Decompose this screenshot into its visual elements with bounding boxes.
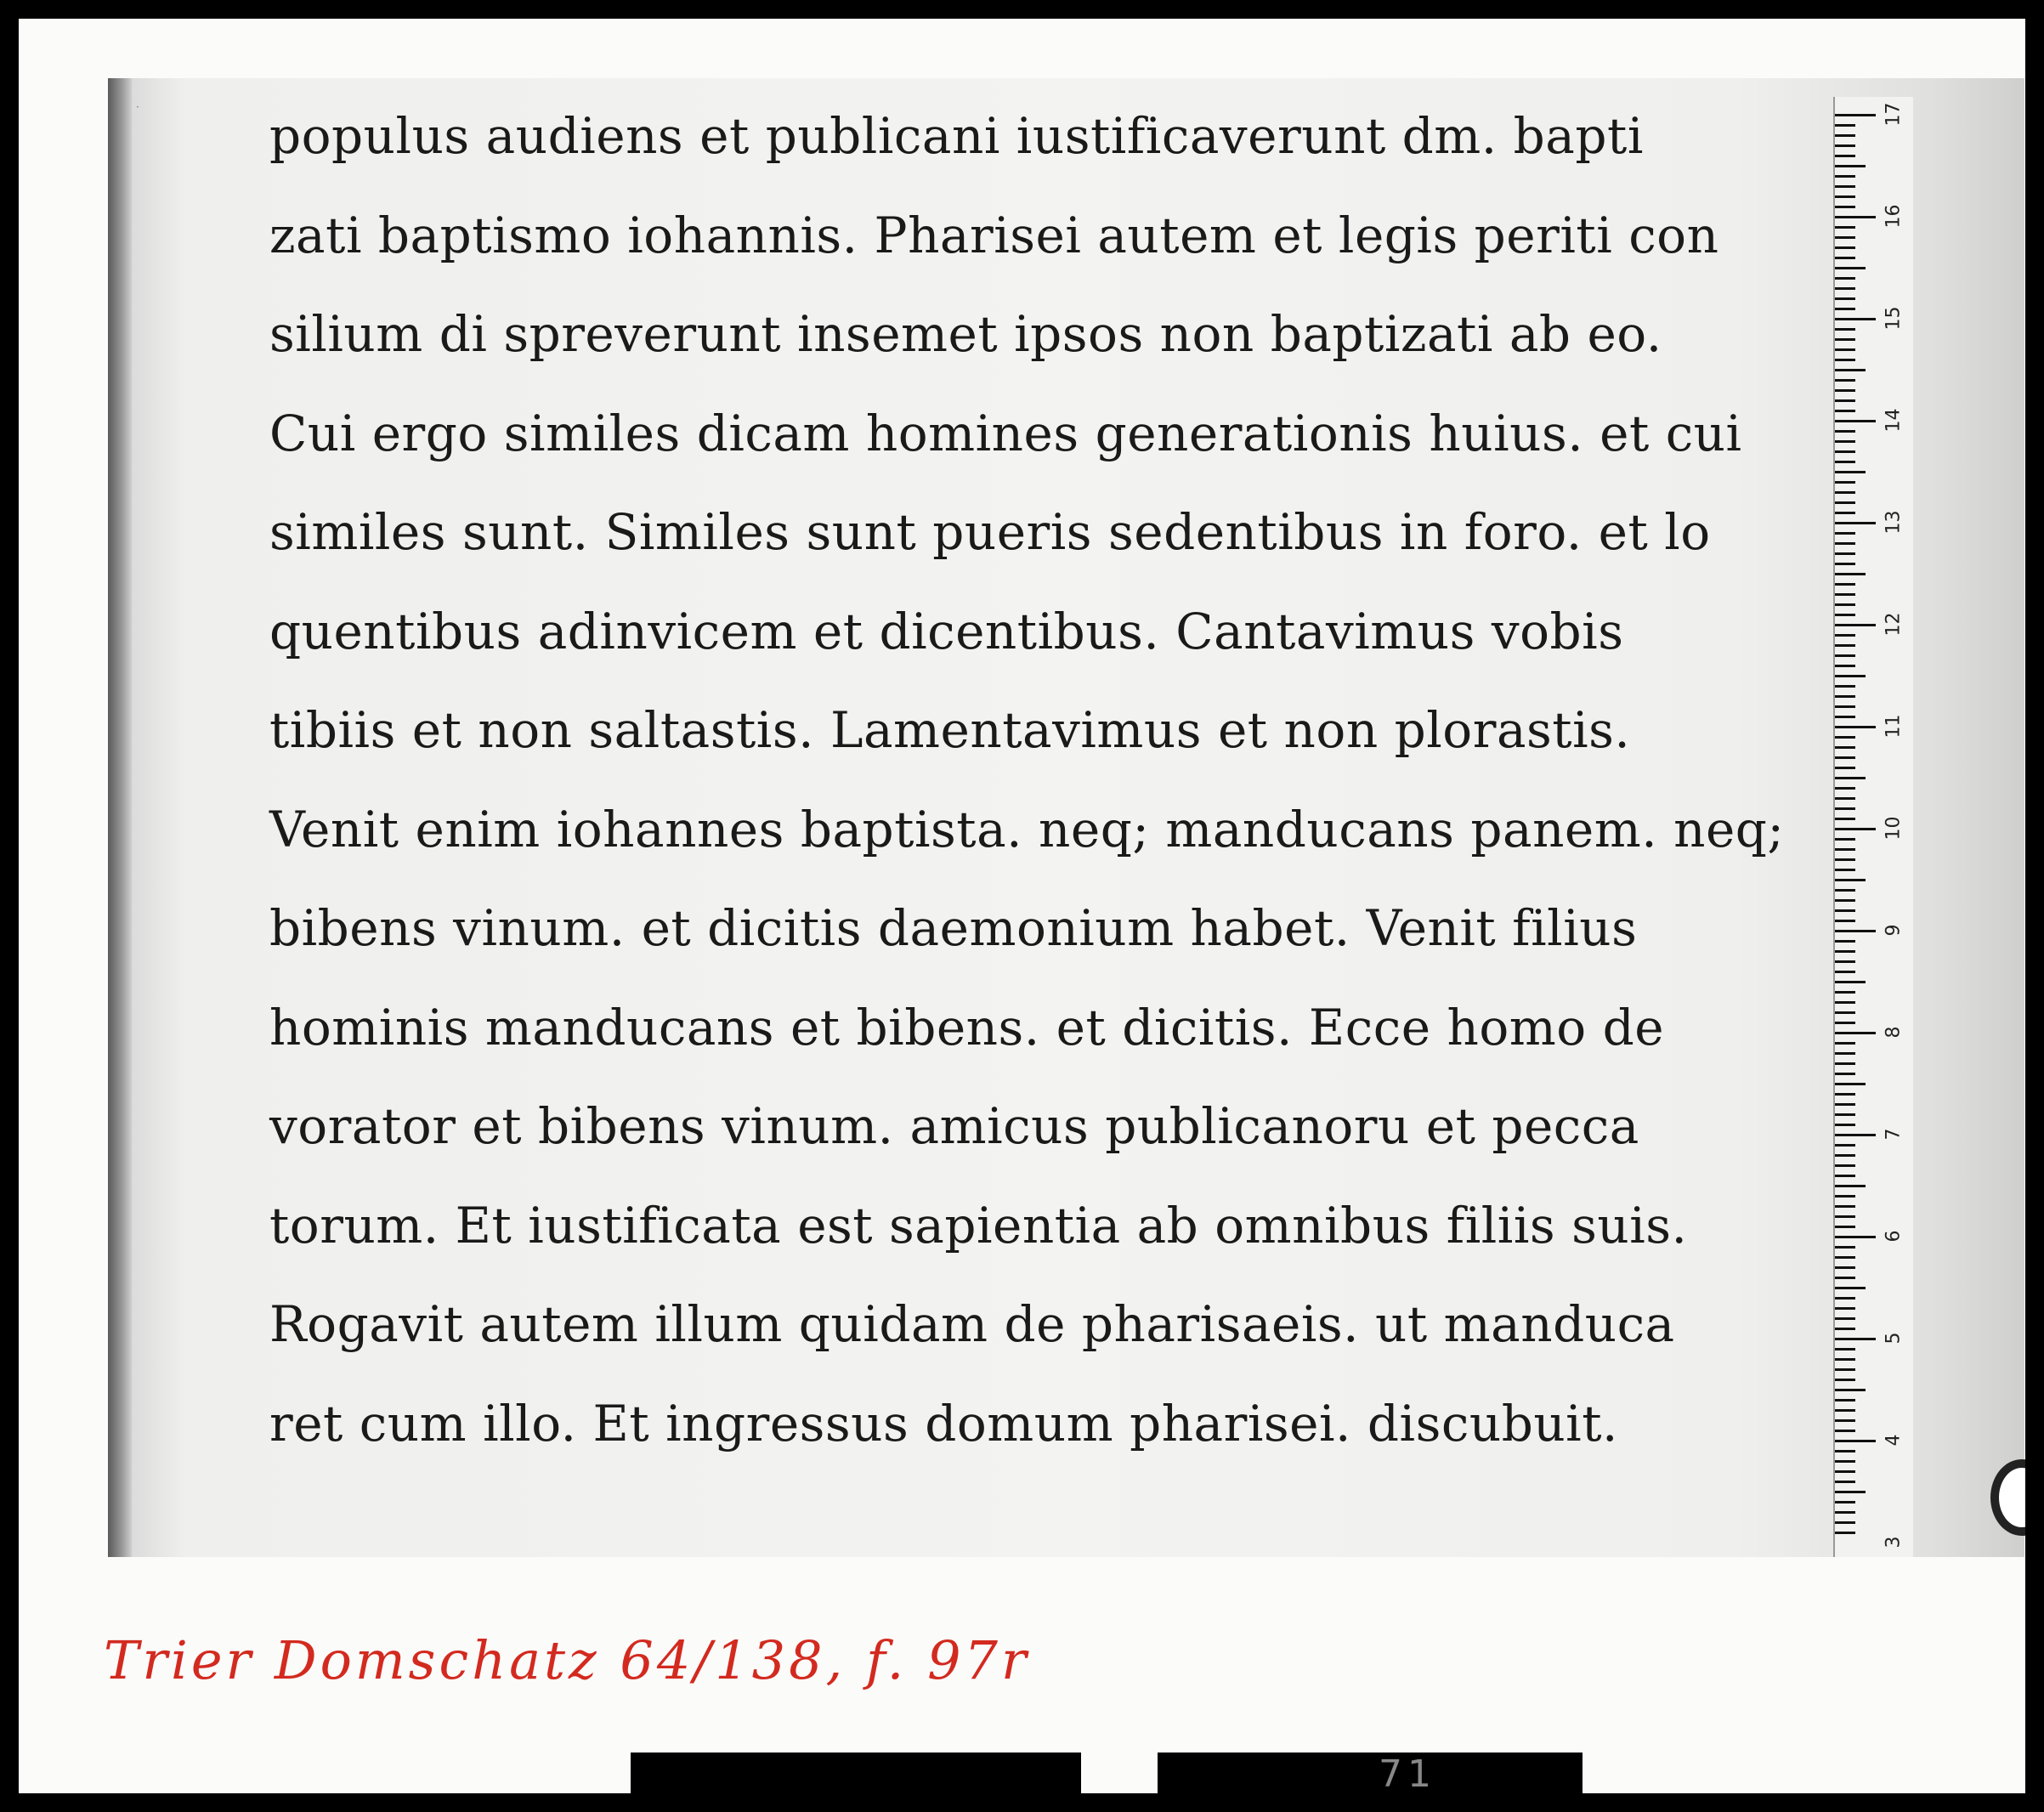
ruler-tick — [1835, 930, 1876, 932]
ruler-tick — [1835, 1195, 1855, 1198]
ruler-number: 12 — [1883, 612, 1905, 637]
manuscript-line: vorator et bibens vinum. amicus publicanoru et pecca — [269, 1097, 1639, 1155]
ruler-tick — [1835, 389, 1855, 392]
ruler-tick — [1835, 950, 1855, 953]
ruler-tick — [1835, 1083, 1866, 1085]
ruler-tick — [1835, 195, 1855, 198]
measuring-ruler — [1833, 97, 1913, 1557]
manuscript-line: bibens vinum. et dicitis daemonium habet. Venit filius — [269, 899, 1638, 957]
ruler-tick — [1835, 267, 1866, 269]
ruler-tick — [1835, 1399, 1855, 1401]
ruler-tick — [1835, 920, 1855, 922]
ruler-tick — [1835, 1491, 1866, 1493]
ruler-tick — [1835, 726, 1876, 728]
ruler-tick — [1835, 716, 1855, 718]
ruler-number: 3 — [1883, 1536, 1905, 1549]
ruler-tick — [1835, 1175, 1855, 1177]
ruler-tick — [1835, 1001, 1855, 1004]
ruler-tick — [1835, 858, 1855, 861]
ruler-tick — [1835, 359, 1855, 361]
ruler-tick — [1835, 1062, 1855, 1065]
ruler-tick — [1835, 1236, 1876, 1238]
photo-frame — [19, 19, 2025, 1793]
ruler-tick — [1835, 1032, 1876, 1034]
ruler-tick — [1835, 889, 1855, 892]
ruler-tick — [1835, 1266, 1855, 1269]
ruler-tick — [1835, 552, 1855, 555]
ruler-tick — [1835, 491, 1855, 494]
ruler-tick — [1835, 1521, 1855, 1524]
ruler-tick — [1835, 165, 1866, 167]
ruler-number: 13 — [1883, 510, 1905, 535]
ruler-tick — [1835, 308, 1855, 310]
ruler-tick — [1835, 1287, 1866, 1289]
ruler-tick — [1835, 1450, 1855, 1452]
ruler-tick — [1835, 420, 1876, 422]
ruler-tick — [1835, 461, 1855, 463]
ruler-tick — [1835, 1113, 1855, 1116]
ruler-tick — [1835, 348, 1855, 351]
ruler-tick — [1835, 899, 1855, 902]
ruler-tick — [1835, 1215, 1855, 1218]
ruler-number: 8 — [1883, 1026, 1905, 1039]
ruler-tick — [1835, 971, 1855, 973]
ruler-number: 14 — [1883, 408, 1905, 433]
ruler-tick — [1835, 501, 1855, 504]
ruler-tick — [1835, 1348, 1855, 1351]
ruler-tick — [1835, 522, 1876, 524]
ruler-tick — [1835, 991, 1855, 994]
ruler-tick — [1835, 1164, 1855, 1167]
ruler-tick — [1835, 940, 1855, 943]
ruler-tick — [1835, 1460, 1855, 1463]
ruler-tick — [1835, 1368, 1855, 1371]
ruler-tick — [1835, 1073, 1855, 1075]
ruler-tick — [1835, 155, 1855, 157]
ruler-tick — [1835, 185, 1855, 188]
ruler-tick — [1835, 603, 1855, 606]
ruler-tick — [1835, 1297, 1855, 1300]
ruler-tick — [1835, 981, 1866, 983]
ruler-tick — [1835, 450, 1855, 453]
ruler-tick — [1835, 1134, 1876, 1136]
ruler-tick — [1835, 563, 1855, 565]
ruler-tick — [1835, 1440, 1876, 1442]
ruler-tick — [1835, 654, 1855, 657]
ruler-tick — [1835, 593, 1855, 596]
manuscript-line: Venit enim iohannes baptista. neq; manducans panem. neq; — [269, 800, 1785, 858]
manuscript-line: zati baptismo iohannis. Pharisei autem et legis periti con — [269, 206, 1719, 264]
manuscript-line: quentibus adinvicem et dicentibus. Cantavimus vobis — [269, 602, 1624, 660]
ruler-tick — [1835, 399, 1855, 402]
ruler-tick — [1835, 114, 1876, 116]
ruler-tick — [1835, 246, 1855, 249]
ruler-tick — [1835, 777, 1866, 779]
ruler-tick — [1835, 512, 1855, 514]
ruler-tick — [1835, 685, 1855, 688]
ruler-tick — [1835, 1501, 1855, 1503]
ruler-tick — [1835, 287, 1855, 290]
ruler-tick — [1835, 1389, 1866, 1391]
ruler-tick — [1835, 1154, 1855, 1157]
ruler-tick — [1835, 746, 1855, 749]
ruler-tick — [1835, 583, 1855, 586]
ruler-tick — [1835, 328, 1855, 331]
red-caption: Trier Domschatz 64/138, f. 97r — [104, 1629, 1030, 1691]
manuscript-line: Rogavit autem illum quidam de pharisaeis. ut manduca — [269, 1295, 1675, 1353]
ruler-tick — [1835, 624, 1876, 626]
ruler-tick — [1835, 277, 1855, 280]
ruler-tick — [1835, 1338, 1876, 1340]
ruler-tick — [1835, 236, 1855, 239]
manuscript-line: Cui ergo similes dicam homines generationis huius. et cui — [269, 404, 1742, 462]
ruler-tick — [1835, 532, 1855, 535]
ruler-number: 15 — [1883, 306, 1905, 331]
ruler-tick — [1835, 797, 1855, 800]
ruler-tick — [1835, 1277, 1855, 1279]
ruler-tick — [1835, 1307, 1855, 1310]
ruler-tick — [1835, 869, 1855, 871]
manuscript-line: torum. Et iustificata est sapientia ab omnibus filiis suis. — [269, 1196, 1688, 1254]
ruler-tick — [1835, 1358, 1855, 1361]
manuscript-line: hominis manducans et bibens. et dicitis. Ecce homo de — [269, 998, 1665, 1056]
ruler-number: 10 — [1883, 816, 1905, 841]
ruler-tick — [1835, 1093, 1855, 1096]
manuscript-line: populus audiens et publicani iustificaverunt dm. bapti — [269, 107, 1644, 165]
ruler-tick — [1835, 695, 1855, 698]
ruler-number: 4 — [1883, 1434, 1905, 1447]
ruler-tick — [1835, 1328, 1855, 1330]
ruler-tick — [1835, 1103, 1855, 1106]
ruler-tick — [1835, 542, 1855, 545]
ruler-tick — [1835, 573, 1866, 575]
ruler-tick — [1835, 828, 1876, 830]
ruler-tick — [1835, 1246, 1855, 1249]
label-block-right — [1158, 1753, 1583, 1793]
ruler-tick — [1835, 481, 1855, 484]
ruler-number: 16 — [1883, 204, 1905, 229]
ruler-tick — [1835, 430, 1855, 433]
ruler-tick — [1835, 124, 1855, 127]
ruler-number: 5 — [1883, 1332, 1905, 1345]
ruler-number: 9 — [1883, 924, 1905, 937]
ruler-tick — [1835, 818, 1855, 820]
ruler-tick — [1835, 1317, 1855, 1320]
ruler-tick — [1835, 665, 1855, 667]
manuscript-line: similes sunt. Similes sunt pueris sedentibus in foro. et lo — [269, 503, 1711, 561]
ruler-tick — [1835, 675, 1866, 677]
ruler-tick — [1835, 767, 1855, 769]
ruler-tick — [1835, 471, 1866, 473]
ruler-tick — [1835, 175, 1855, 178]
ruler-tick — [1835, 318, 1876, 320]
ruler-tick — [1835, 410, 1855, 412]
ruler-tick — [1835, 1144, 1855, 1147]
binding-gutter — [108, 78, 132, 1557]
ruler-tick — [1835, 369, 1866, 371]
ruler-tick — [1835, 1511, 1855, 1514]
ruler-tick — [1835, 134, 1855, 137]
ruler-tick — [1835, 1409, 1855, 1412]
ruler-tick — [1835, 1124, 1855, 1126]
ruler-number: 6 — [1883, 1230, 1905, 1243]
ruler-tick — [1835, 297, 1855, 300]
ruler-tick — [1835, 1379, 1855, 1381]
ruler-tick — [1835, 1052, 1855, 1055]
label-block-left — [631, 1753, 1081, 1793]
ruler-tick — [1835, 838, 1855, 841]
ruler-tick — [1835, 1419, 1855, 1422]
ruler-tick — [1835, 379, 1855, 382]
ruler-number: 17 — [1883, 102, 1905, 127]
ruler-tick — [1835, 1205, 1855, 1208]
ruler-tick — [1835, 787, 1855, 790]
ruler-tick — [1835, 440, 1855, 443]
ruler-tick — [1835, 257, 1855, 259]
ruler-tick — [1835, 705, 1855, 708]
ruler-tick — [1835, 736, 1855, 739]
ruler-tick — [1835, 1470, 1855, 1473]
ruler-tick — [1835, 756, 1855, 759]
manuscript-text — [269, 87, 1799, 1473]
manuscript-line: tibiis et non saltastis. Lamentavimus et non plorastis. — [269, 701, 1631, 759]
ruler-tick — [1835, 1226, 1855, 1228]
ruler-tick — [1835, 909, 1855, 912]
manuscript-line: silium di spreverunt insemet ipsos non baptizati ab eo. — [269, 305, 1662, 363]
ruler-tick — [1835, 216, 1876, 218]
ruler-tick — [1835, 644, 1855, 647]
margin-mark: · — [136, 101, 139, 113]
label-number: 71 — [1379, 1753, 1436, 1793]
ruler-number: 7 — [1883, 1128, 1905, 1141]
ruler-tick — [1835, 614, 1855, 616]
ruler-tick — [1835, 960, 1855, 963]
ruler-tick — [1835, 879, 1866, 881]
ruler-tick — [1835, 807, 1855, 810]
ruler-tick — [1835, 848, 1855, 851]
ruler-tick — [1835, 226, 1855, 229]
ruler-tick — [1835, 1011, 1855, 1014]
ruler-tick — [1835, 1185, 1866, 1187]
ruler-tick — [1835, 1042, 1855, 1045]
ruler-tick — [1835, 144, 1855, 147]
manuscript-line: ret cum illo. Et ingressus domum pharisei. discubuit. — [269, 1394, 1618, 1452]
ruler-tick — [1835, 338, 1855, 341]
ruler-number: 11 — [1883, 714, 1905, 739]
ruler-tick — [1835, 1532, 1855, 1534]
ruler-tick — [1835, 634, 1855, 637]
ruler-tick — [1835, 1022, 1855, 1024]
ruler-tick — [1835, 1481, 1855, 1483]
ruler-tick — [1835, 1256, 1855, 1259]
ruler-tick — [1835, 206, 1855, 208]
ruler-tick — [1835, 1430, 1855, 1432]
